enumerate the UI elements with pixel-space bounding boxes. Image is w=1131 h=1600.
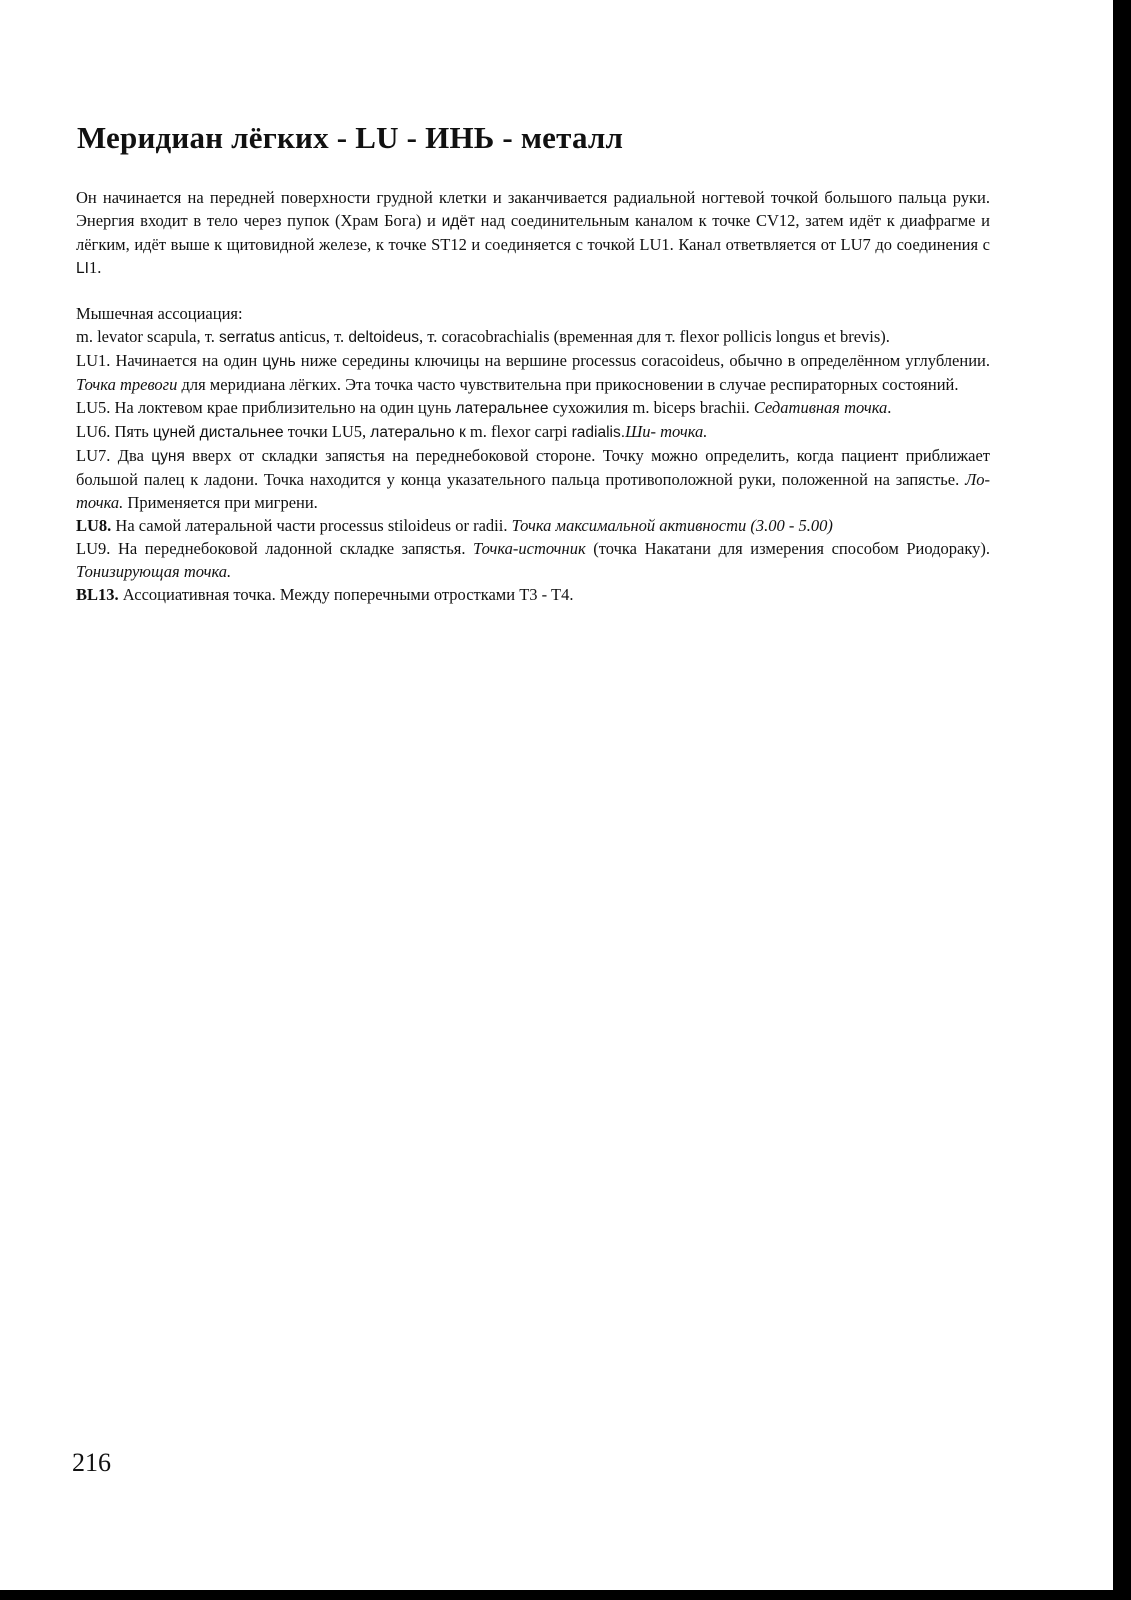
bl13-paragraph <box>76 583 990 606</box>
lu6-text-7: Ши- точка. <box>625 422 708 441</box>
lu6-text-3: точки LU5, <box>283 422 371 441</box>
muscle-paragraph <box>76 325 990 349</box>
intro-text-2: идёт <box>441 213 475 230</box>
lu6-text-5: m. flexor carpi <box>465 422 572 441</box>
lu9-text-3: (точка Накатани для измерения способом Риодораку). <box>585 539 991 558</box>
muscle-text-2: serratus <box>218 329 275 346</box>
lu7-paragraph <box>76 444 990 514</box>
lu6-paragraph <box>76 420 990 444</box>
lu8-paragraph <box>76 514 990 537</box>
lu5-text-3: сухожилия m. biceps brachii. <box>548 398 754 417</box>
intro-paragraph <box>76 186 990 280</box>
lu1-text-4: Точка тревоги <box>76 375 178 394</box>
intro-text-4: LI <box>76 260 89 277</box>
lu9-paragraph <box>76 537 990 583</box>
document-body <box>76 186 990 606</box>
lu1-text-1: LU1. Начинается на один <box>76 351 263 370</box>
lu8-text-2: На самой латеральной части processus stiloideus or radii. <box>111 516 512 535</box>
page-number: 216 <box>72 1448 111 1477</box>
intro-text-5: 1. <box>88 258 102 277</box>
lu9-text-4: Тонизирующая точка. <box>76 562 232 581</box>
muscle-text-4: deltoideus <box>348 329 419 346</box>
lu7-text-3: вверх от складки запястья на переднебоковой стороне. Точку можно определить, когда пациент приближает большой палец к ладони. Точка находится у конца указательного пальца противоположной руки, положенной на запястье. <box>76 446 990 489</box>
lu6-text-1: LU6. Пять <box>76 422 153 441</box>
intro-text-1: Он начинается на передней поверхности грудной клетки и заканчивается радиальной ногтевой точкой большого пальца руки. Энергия входит в тело через пупок (Храм Бога) и <box>76 188 990 230</box>
lu5-paragraph <box>76 396 990 420</box>
lu5-text-4: Седативная точка <box>753 398 888 417</box>
lu8-text-3: Точка максимальной активности (3.00 - 5.00) <box>511 516 833 535</box>
lu5-text-5: . <box>887 398 892 417</box>
lu5-text-2: латеральнее <box>455 400 549 417</box>
lu1-paragraph <box>76 349 990 396</box>
scan-edge-right <box>1113 0 1131 1600</box>
bl13-text-1: BL13. <box>76 585 119 604</box>
lu1-text-2: цунь <box>262 353 296 370</box>
lu5-text-1: LU5. На локтевом крае приблизительно на один цунь <box>76 398 456 417</box>
lu1-text-3: ниже середины ключицы на вершине processus coracoideus, обычно в определённом углублении. <box>295 351 990 370</box>
lu9-text-2: Точка-источник <box>473 539 586 558</box>
bl13-text-2: Ассоциативная точка. Между поперечными отростками T3 - T4. <box>118 585 574 604</box>
muscle-text-3: anticus, т. <box>274 327 349 346</box>
muscle-text-5: , т. coracobrachialis (временная для т. flexor pollicis longus et brevis). <box>418 327 890 346</box>
lu1-text-5: для меридиана лёгких. Эта точка часто чувствительна при прикосновении в случае респираторных состояний. <box>177 375 959 394</box>
lu8-text-1: LU8. <box>76 516 112 535</box>
lu7-text-1: LU7. Два <box>76 446 152 465</box>
lu9-text-1: LU9. На переднебоковой ладонной складке запястья. <box>76 539 474 558</box>
page-title: Меридиан лёгких - LU - ИНЬ - металл <box>77 120 624 155</box>
scan-edge-bottom <box>0 1590 1131 1600</box>
lu7-text-5: Применяется при мигрени. <box>123 493 318 512</box>
muscle-text-1: m. levator scapula, т. <box>76 327 219 346</box>
lu6-text-4: латерально к <box>370 424 466 441</box>
intro-text-3: над соединительным каналом к точке CV12, затем идёт к диафрагме и лёгким, идёт выше к щитовидной железе, к точке ST12 и соединяется с точкой LU1. Канал ответвляется от LU7 до соединения с <box>76 211 990 254</box>
lu6-text-2: цуней дистальнее <box>152 424 284 441</box>
lu6-text-6: radialis. <box>571 424 626 441</box>
muscle-heading: Мышечная ассоциация: <box>76 304 243 323</box>
lu7-text-2: цуня <box>151 448 185 465</box>
lu7-text-4: Ло-точка. <box>76 470 990 512</box>
